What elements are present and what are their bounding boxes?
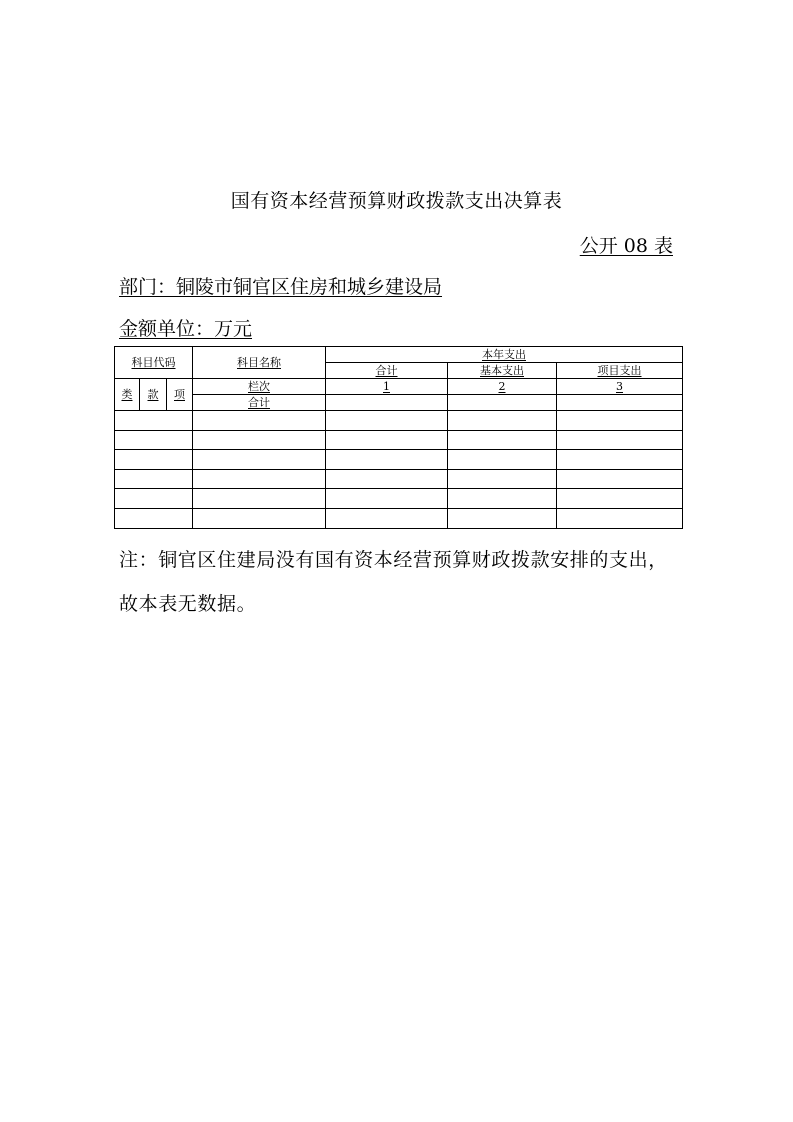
sum-basic-cell xyxy=(448,395,557,411)
header-year-expense: 本年支出 xyxy=(326,347,683,363)
note-paragraph: 注：铜官区住建局没有国有资本经营预算财政拨款安排的支出，故本表无数据。 xyxy=(119,549,668,615)
expense-table xyxy=(114,346,683,529)
header-total: 合计 xyxy=(326,363,448,379)
column-number-1: 1 xyxy=(326,379,448,395)
header-project-expense: 项目支出 xyxy=(557,363,683,379)
sum-label: 合计 xyxy=(193,395,326,411)
column-number-2: 2 xyxy=(448,379,557,395)
column-number-row xyxy=(115,379,683,395)
header-subject-name: 科目名称 xyxy=(193,347,326,379)
table-row xyxy=(115,489,683,509)
document-title: 国有资本经营预算财政拨款支出决算表 xyxy=(230,190,563,212)
table-row xyxy=(115,450,683,470)
column-number-3: 3 xyxy=(557,379,683,395)
department-line: 部门：铜陵市铜官区住房和城乡建设局 xyxy=(119,276,443,298)
header-lei: 类 xyxy=(115,379,140,411)
header-basic-expense: 基本支出 xyxy=(448,363,557,379)
amount-unit-line: 金额单位：万元 xyxy=(119,318,253,340)
header-row-1 xyxy=(115,347,683,363)
sum-row xyxy=(115,395,683,411)
sum-project-cell xyxy=(557,395,683,411)
table-row xyxy=(115,430,683,450)
header-kuan: 款 xyxy=(140,379,167,411)
form-number: 公开 08 表 xyxy=(579,235,673,257)
table-row xyxy=(115,508,683,528)
header-subject-code: 科目代码 xyxy=(115,347,193,379)
sum-total-cell xyxy=(326,395,448,411)
table-row xyxy=(115,411,683,431)
table-row xyxy=(115,469,683,489)
column-label: 栏次 xyxy=(193,379,326,395)
header-xiang: 项 xyxy=(167,379,193,411)
